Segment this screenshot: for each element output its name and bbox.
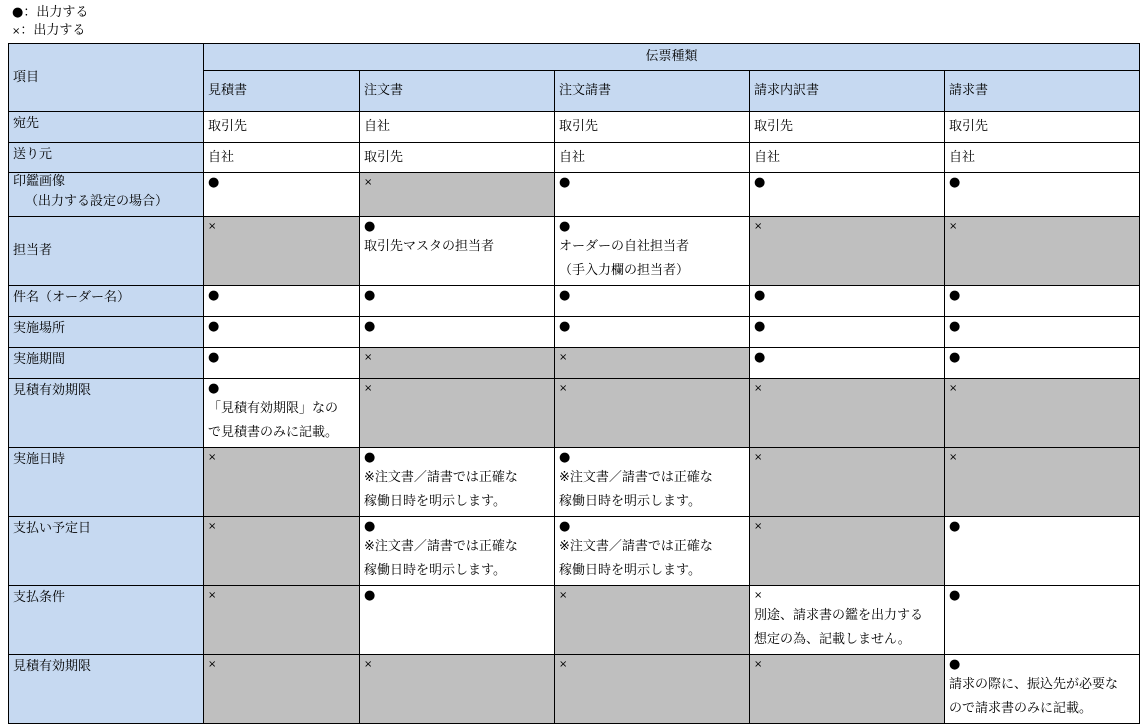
no-output-mark: × xyxy=(559,352,568,363)
no-output-mark: × xyxy=(754,383,763,394)
cell-note: （手入力欄の担当者） xyxy=(559,263,690,278)
table-row xyxy=(9,379,1140,448)
table-cell xyxy=(360,173,555,217)
table-cell xyxy=(204,112,360,143)
row-label xyxy=(9,173,204,217)
no-output-mark: × xyxy=(949,383,958,394)
table-row xyxy=(9,317,1140,348)
output-mark: ● xyxy=(949,519,961,534)
no-output-mark: × xyxy=(208,659,217,670)
table-cell xyxy=(360,143,555,173)
cell-note: ※注文書／請書では正確な xyxy=(559,470,713,485)
table-row xyxy=(9,448,1140,517)
row-label xyxy=(9,517,204,586)
output-mark: ● xyxy=(949,175,961,190)
no-output-mark: × xyxy=(208,452,217,463)
row-label-text: 実施場所 xyxy=(13,321,66,336)
row-label xyxy=(9,143,204,173)
row-label-text: 見積有効期限 xyxy=(13,383,92,398)
output-mark: ● xyxy=(364,588,376,603)
output-mark: ● xyxy=(208,288,220,303)
row-label-text: 支払条件 xyxy=(13,590,66,605)
row-label-text: 件名（オーダー名） xyxy=(13,290,131,305)
cell-note: オーダーの自社担当者 xyxy=(559,239,690,254)
table-cell xyxy=(555,348,750,379)
cell-note: ※注文書／請書では正確な xyxy=(364,539,518,554)
row-label xyxy=(9,348,204,379)
table-cell xyxy=(945,448,1140,517)
table-cell xyxy=(360,655,555,724)
cell-value: 取引先 xyxy=(559,119,599,134)
table-cell xyxy=(204,517,360,586)
output-mark: ● xyxy=(754,319,766,334)
output-mark: ● xyxy=(559,219,571,234)
table-cell xyxy=(555,112,750,143)
cell-note: 稼働日時を明示します。 xyxy=(364,563,506,578)
no-output-mark: × xyxy=(559,383,568,394)
legend-x-symbol: × xyxy=(12,26,21,37)
output-mark: ● xyxy=(949,350,961,365)
table-cell xyxy=(945,517,1140,586)
table-cell xyxy=(555,317,750,348)
output-mark: ● xyxy=(559,519,571,534)
output-mark: ● xyxy=(364,519,376,534)
table-row xyxy=(9,217,1140,286)
column-header: 請求書 xyxy=(945,71,1140,112)
cell-note: ※注文書／請書では正確な xyxy=(364,470,518,485)
table-cell xyxy=(750,655,945,724)
output-mark: ● xyxy=(208,175,220,190)
table-row xyxy=(9,286,1140,317)
output-mark: ● xyxy=(949,319,961,334)
no-output-mark: × xyxy=(208,521,217,532)
no-output-mark: × xyxy=(364,383,373,394)
table-cell xyxy=(360,448,555,517)
table-row xyxy=(9,112,1140,143)
table-cell xyxy=(360,586,555,655)
table-cell xyxy=(750,173,945,217)
table-cell xyxy=(945,217,1140,286)
table-cell xyxy=(204,317,360,348)
cell-note: で見積書のみに記載。 xyxy=(208,425,339,440)
column-header: 見積書 xyxy=(204,71,360,112)
cell-value: 自社 xyxy=(559,149,586,165)
legend-dot-symbol: ● xyxy=(12,5,24,20)
row-label-text: 宛先 xyxy=(13,116,40,131)
document-type-table xyxy=(8,43,1140,724)
column-header: 注文請書 xyxy=(555,71,750,112)
cell-value: 取引先 xyxy=(754,119,794,134)
cell-note: 想定の為、記載しません。 xyxy=(754,632,911,647)
table-cell xyxy=(750,517,945,586)
table-cell xyxy=(750,143,945,173)
table-cell xyxy=(204,286,360,317)
item-header: 項目 xyxy=(9,44,204,112)
table-row xyxy=(9,348,1140,379)
cell-note: 稼働日時を明示します。 xyxy=(559,494,701,509)
table-cell xyxy=(555,517,750,586)
no-output-mark: × xyxy=(754,521,763,532)
row-label xyxy=(9,286,204,317)
cell-note: ※注文書／請書では正確な xyxy=(559,539,713,554)
table-cell xyxy=(360,317,555,348)
table-cell xyxy=(204,586,360,655)
row-label-text: 実施期間 xyxy=(13,352,66,367)
table-cell xyxy=(750,317,945,348)
no-output-mark: × xyxy=(364,352,373,363)
table-cell xyxy=(945,348,1140,379)
cell-value: 自社 xyxy=(364,119,391,134)
output-mark: ● xyxy=(754,350,766,365)
row-label-text: 担当者 xyxy=(13,243,53,258)
table-cell xyxy=(945,317,1140,348)
no-output-mark: × xyxy=(754,590,763,601)
no-output-mark: × xyxy=(559,590,568,601)
no-output-mark: × xyxy=(208,590,217,601)
no-output-mark: × xyxy=(949,452,958,463)
table-cell xyxy=(750,112,945,143)
table-cell xyxy=(204,379,360,448)
output-mark: ● xyxy=(208,381,220,396)
row-label-text: 支払い予定日 xyxy=(13,521,92,536)
table-row xyxy=(9,517,1140,586)
cell-value: 自社 xyxy=(208,149,235,165)
output-mark: ● xyxy=(949,288,961,303)
table-row xyxy=(9,655,1140,724)
output-mark: ● xyxy=(559,450,571,465)
no-output-mark: × xyxy=(364,659,373,670)
no-output-mark: × xyxy=(559,659,568,670)
cell-note: 取引先マスタの担当者 xyxy=(364,239,495,254)
table-cell xyxy=(555,286,750,317)
table-cell xyxy=(750,286,945,317)
table-cell xyxy=(945,379,1140,448)
row-label-text: 実施日時 xyxy=(13,452,66,467)
table-row xyxy=(9,143,1140,173)
table-cell xyxy=(204,655,360,724)
table-cell xyxy=(555,143,750,173)
output-mark: ● xyxy=(949,657,961,672)
cell-note: 別途、請求書の鑑を出力する xyxy=(754,608,924,623)
table-cell xyxy=(555,448,750,517)
cell-note: 稼働日時を明示します。 xyxy=(364,494,506,509)
output-mark: ● xyxy=(208,350,220,365)
cell-note: ので請求書のみに記載。 xyxy=(949,701,1093,716)
legend-no-output xyxy=(12,22,88,41)
table-cell xyxy=(204,173,360,217)
table-cell xyxy=(555,586,750,655)
table-row xyxy=(9,586,1140,655)
output-mark: ● xyxy=(364,288,376,303)
table-row xyxy=(9,173,1140,217)
table-cell xyxy=(750,217,945,286)
output-mark: ● xyxy=(754,288,766,303)
table-cell xyxy=(750,379,945,448)
row-label xyxy=(9,379,204,448)
no-output-mark: × xyxy=(754,659,763,670)
row-label-subtext: （出力する設定の場合） xyxy=(25,194,169,209)
table-cell xyxy=(360,217,555,286)
legend xyxy=(12,4,88,41)
table-cell xyxy=(750,448,945,517)
table-cell xyxy=(204,143,360,173)
row-label-text: 印鑑画像 xyxy=(13,174,66,189)
table-cell xyxy=(555,173,750,217)
table-cell xyxy=(204,348,360,379)
output-mark: ● xyxy=(208,319,220,334)
column-header: 注文書 xyxy=(360,71,555,112)
legend-output xyxy=(12,4,88,22)
output-mark: ● xyxy=(559,319,571,334)
table-cell xyxy=(750,586,945,655)
table-cell xyxy=(204,217,360,286)
cell-note: 「見積有効期限」なの xyxy=(208,401,339,416)
table-cell xyxy=(945,286,1140,317)
table-cell xyxy=(360,379,555,448)
table-cell xyxy=(204,448,360,517)
output-mark: ● xyxy=(364,219,376,234)
output-mark: ● xyxy=(754,175,766,190)
no-output-mark: × xyxy=(754,221,763,232)
cell-value: 取引先 xyxy=(208,119,248,134)
row-label-text: 送り元 xyxy=(13,147,53,162)
header-row-category xyxy=(9,44,1140,71)
row-label xyxy=(9,586,204,655)
row-label xyxy=(9,217,204,286)
output-mark: ● xyxy=(949,588,961,603)
no-output-mark: × xyxy=(364,177,373,188)
table-cell xyxy=(750,348,945,379)
table-cell xyxy=(360,517,555,586)
table-cell xyxy=(945,173,1140,217)
category-header: 伝票種類 xyxy=(204,44,1140,71)
table-cell xyxy=(360,112,555,143)
table-cell xyxy=(945,112,1140,143)
cell-value: 自社 xyxy=(949,149,976,165)
cell-value: 自社 xyxy=(754,149,781,165)
output-mark: ● xyxy=(559,288,571,303)
row-label xyxy=(9,317,204,348)
table-cell xyxy=(555,379,750,448)
row-label xyxy=(9,655,204,724)
table-cell xyxy=(555,217,750,286)
no-output-mark: × xyxy=(949,221,958,232)
row-label xyxy=(9,112,204,143)
table-cell xyxy=(945,586,1140,655)
cell-note: 請求の際に、振込先が必要な xyxy=(949,677,1119,692)
row-label xyxy=(9,448,204,517)
legend-dot-text: ：出力する xyxy=(23,5,89,20)
table-cell xyxy=(360,348,555,379)
column-header: 請求内訳書 xyxy=(750,71,945,112)
cell-value: 取引先 xyxy=(364,149,404,165)
no-output-mark: × xyxy=(754,452,763,463)
legend-x-text: ：出力する xyxy=(20,23,86,38)
row-label-text: 見積有効期限 xyxy=(13,659,92,674)
table-cell xyxy=(945,143,1140,173)
table-cell xyxy=(360,286,555,317)
table-cell xyxy=(555,655,750,724)
output-mark: ● xyxy=(364,319,376,334)
no-output-mark: × xyxy=(208,221,217,232)
cell-note: 稼働日時を明示します。 xyxy=(559,563,701,578)
output-mark: ● xyxy=(364,450,376,465)
output-mark: ● xyxy=(559,175,571,190)
table-cell xyxy=(945,655,1140,724)
cell-value: 取引先 xyxy=(949,119,989,134)
